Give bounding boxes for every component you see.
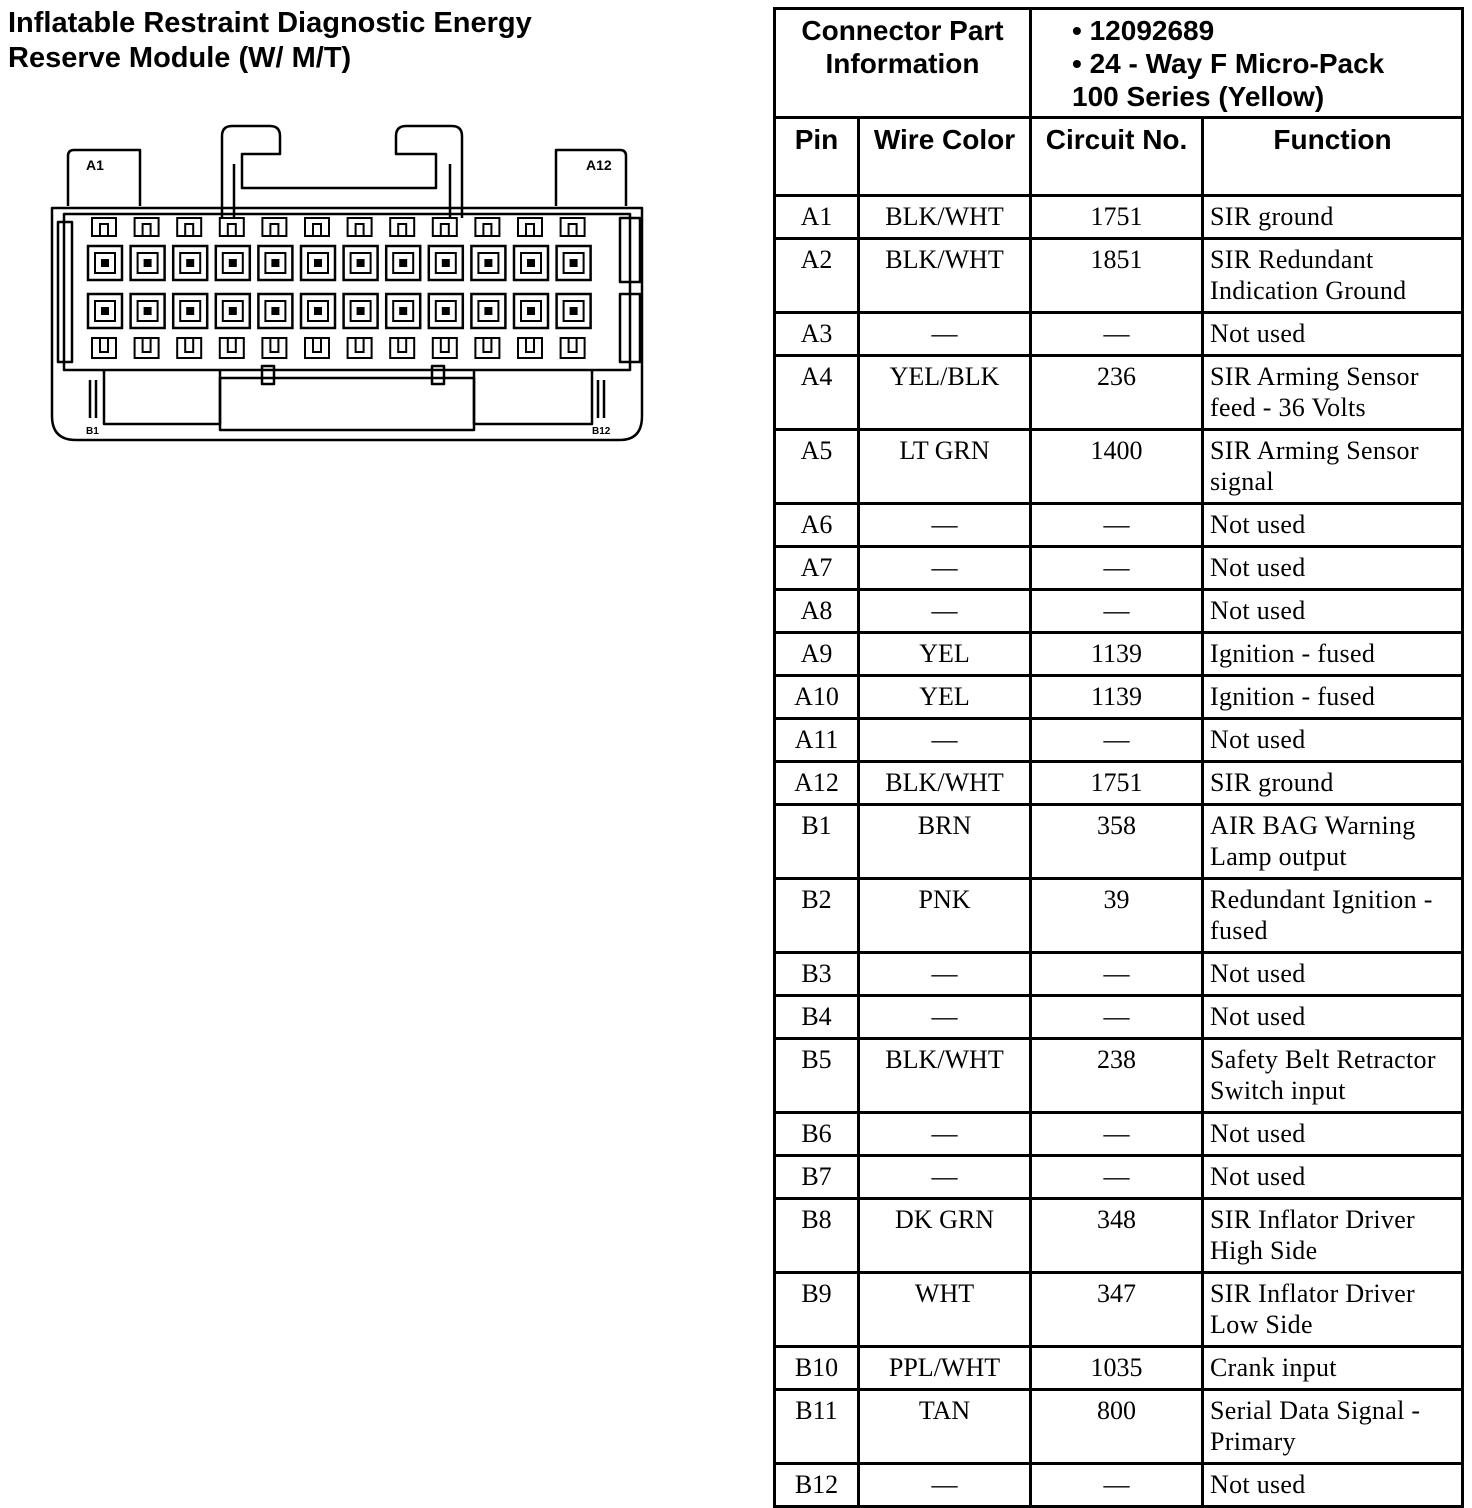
function-cell: Not used: [1203, 953, 1463, 996]
pin-cell: A3: [775, 313, 859, 356]
circuit-cell: 1139: [1031, 633, 1203, 676]
table-row: [775, 1113, 1463, 1156]
pin-cell: A1: [775, 196, 859, 239]
pin-cell: B5: [775, 1039, 859, 1113]
pin-cell: A12: [775, 762, 859, 805]
header-function: Function: [1203, 118, 1463, 196]
part-type: • 24 - Way F Micro-Pack: [1072, 48, 1385, 79]
circuit-cell: —: [1031, 1464, 1203, 1507]
function-cell: Serial Data Signal - Primary: [1203, 1390, 1463, 1464]
wire-color-cell: —: [859, 996, 1031, 1039]
wire-color-cell: —: [859, 1464, 1031, 1507]
wire-color-cell: —: [859, 1113, 1031, 1156]
header-circuit: Circuit No.: [1031, 118, 1203, 196]
wire-color-cell: DK GRN: [859, 1199, 1031, 1273]
circuit-cell: 347: [1031, 1273, 1203, 1347]
pin-cell: A10: [775, 676, 859, 719]
function-cell: Ignition - fused: [1203, 633, 1463, 676]
wire-color-cell: —: [859, 313, 1031, 356]
label-a12: A12: [586, 157, 612, 173]
table-row: [775, 430, 1463, 504]
pin-cell: A4: [775, 356, 859, 430]
function-cell: SIR Inflator Driver Low Side: [1203, 1273, 1463, 1347]
function-cell: SIR ground: [1203, 762, 1463, 805]
function-cell: Not used: [1203, 719, 1463, 762]
wire-color-cell: TAN: [859, 1390, 1031, 1464]
circuit-cell: 1851: [1031, 239, 1203, 313]
circuit-cell: —: [1031, 1156, 1203, 1199]
part-series: 100 Series (Yellow): [1072, 81, 1325, 112]
pin-cell: B6: [775, 1113, 859, 1156]
table-row: [775, 762, 1463, 805]
circuit-cell: —: [1031, 590, 1203, 633]
pin-cell: B4: [775, 996, 859, 1039]
circuit-cell: 358: [1031, 805, 1203, 879]
table-row: [775, 313, 1463, 356]
circuit-cell: —: [1031, 1113, 1203, 1156]
connector-cavities: [88, 218, 591, 358]
circuit-cell: —: [1031, 547, 1203, 590]
function-cell: AIR BAG Warning Lamp output: [1203, 805, 1463, 879]
pin-cell: B12: [775, 1464, 859, 1507]
wire-color-cell: BLK/WHT: [859, 762, 1031, 805]
function-cell: Not used: [1203, 1113, 1463, 1156]
table-row: [775, 196, 1463, 239]
table-row: [775, 676, 1463, 719]
circuit-cell: 1139: [1031, 676, 1203, 719]
function-cell: SIR Redundant Indication Ground: [1203, 239, 1463, 313]
table-row: [775, 504, 1463, 547]
connector-face-diagram: [44, 118, 650, 450]
function-cell: SIR ground: [1203, 196, 1463, 239]
table-row: [775, 1347, 1463, 1390]
wire-color-cell: —: [859, 504, 1031, 547]
circuit-cell: —: [1031, 504, 1203, 547]
circuit-cell: 800: [1031, 1390, 1203, 1464]
function-cell: Not used: [1203, 313, 1463, 356]
pin-cell: A9: [775, 633, 859, 676]
wire-color-cell: LT GRN: [859, 430, 1031, 504]
pin-cell: B3: [775, 953, 859, 996]
table-row: [775, 953, 1463, 996]
table-row: [775, 239, 1463, 313]
function-cell: Not used: [1203, 547, 1463, 590]
wire-color-cell: BLK/WHT: [859, 1039, 1031, 1113]
table-row: [775, 547, 1463, 590]
header-pin: Pin: [775, 118, 859, 196]
pin-cell: B11: [775, 1390, 859, 1464]
pinout-table: [773, 7, 1464, 1508]
circuit-cell: 1751: [1031, 196, 1203, 239]
pin-cell: B9: [775, 1273, 859, 1347]
circuit-cell: 348: [1031, 1199, 1203, 1273]
pin-cell: A6: [775, 504, 859, 547]
circuit-cell: 39: [1031, 879, 1203, 953]
wire-color-cell: BLK/WHT: [859, 196, 1031, 239]
pin-cell: A8: [775, 590, 859, 633]
wire-color-cell: —: [859, 719, 1031, 762]
column-header-row: [775, 118, 1463, 196]
function-cell: SIR Arming Sensor feed - 36 Volts: [1203, 356, 1463, 430]
wire-color-cell: —: [859, 1156, 1031, 1199]
circuit-cell: —: [1031, 996, 1203, 1039]
circuit-cell: 1751: [1031, 762, 1203, 805]
part-number: • 12092689: [1072, 15, 1215, 46]
wire-color-cell: BRN: [859, 805, 1031, 879]
page-title: [8, 6, 668, 76]
circuit-cell: 238: [1031, 1039, 1203, 1113]
circuit-cell: —: [1031, 953, 1203, 996]
wire-color-cell: BLK/WHT: [859, 239, 1031, 313]
pin-cell: B10: [775, 1347, 859, 1390]
function-cell: Not used: [1203, 1464, 1463, 1507]
header-wire-color: Wire Color: [859, 118, 1031, 196]
table-row: [775, 1464, 1463, 1507]
wire-color-cell: YEL: [859, 676, 1031, 719]
table-row: [775, 590, 1463, 633]
wire-color-cell: —: [859, 590, 1031, 633]
function-cell: SIR Arming Sensor signal: [1203, 430, 1463, 504]
circuit-cell: —: [1031, 719, 1203, 762]
pin-cell: B8: [775, 1199, 859, 1273]
function-cell: Not used: [1203, 590, 1463, 633]
pin-cell: B2: [775, 879, 859, 953]
label-a1: A1: [86, 157, 104, 173]
table-row: [775, 1039, 1463, 1113]
circuit-cell: —: [1031, 313, 1203, 356]
function-cell: Ignition - fused: [1203, 676, 1463, 719]
table-row: [775, 805, 1463, 879]
wire-color-cell: —: [859, 547, 1031, 590]
table-row: [775, 1390, 1463, 1464]
circuit-cell: 236: [1031, 356, 1203, 430]
table-row: [775, 1199, 1463, 1273]
function-cell: Redundant Ignition - fused: [1203, 879, 1463, 953]
pin-cell: A5: [775, 430, 859, 504]
function-cell: Not used: [1203, 1156, 1463, 1199]
label-b1: B1: [86, 426, 99, 437]
part-info-details: [1031, 9, 1463, 118]
table-row: [775, 879, 1463, 953]
wire-color-cell: YEL: [859, 633, 1031, 676]
title-line-2: Reserve Module (W/ M/T): [8, 42, 352, 74]
table-row: [775, 719, 1463, 762]
pin-cell: B1: [775, 805, 859, 879]
function-cell: Not used: [1203, 504, 1463, 547]
pin-cell: B7: [775, 1156, 859, 1199]
table-row: [775, 1273, 1463, 1347]
wire-color-cell: PPL/WHT: [859, 1347, 1031, 1390]
wire-color-cell: —: [859, 953, 1031, 996]
wire-color-cell: YEL/BLK: [859, 356, 1031, 430]
table-row: [775, 356, 1463, 430]
pin-cell: A7: [775, 547, 859, 590]
pin-cell: A11: [775, 719, 859, 762]
function-cell: Safety Belt Retractor Switch input: [1203, 1039, 1463, 1113]
function-cell: SIR Inflator Driver High Side: [1203, 1199, 1463, 1273]
part-info-label: Connector Part Information: [775, 9, 1031, 118]
label-b12: B12: [592, 426, 611, 437]
circuit-cell: 1400: [1031, 430, 1203, 504]
pin-cell: A2: [775, 239, 859, 313]
table-row: [775, 996, 1463, 1039]
part-info-row: [775, 9, 1463, 118]
title-line-1: Inflatable Restraint Diagnostic Energy: [8, 7, 532, 39]
wire-color-cell: WHT: [859, 1273, 1031, 1347]
wire-color-cell: PNK: [859, 879, 1031, 953]
table-row: [775, 1156, 1463, 1199]
table-row: [775, 633, 1463, 676]
function-cell: Crank input: [1203, 1347, 1463, 1390]
function-cell: Not used: [1203, 996, 1463, 1039]
circuit-cell: 1035: [1031, 1347, 1203, 1390]
